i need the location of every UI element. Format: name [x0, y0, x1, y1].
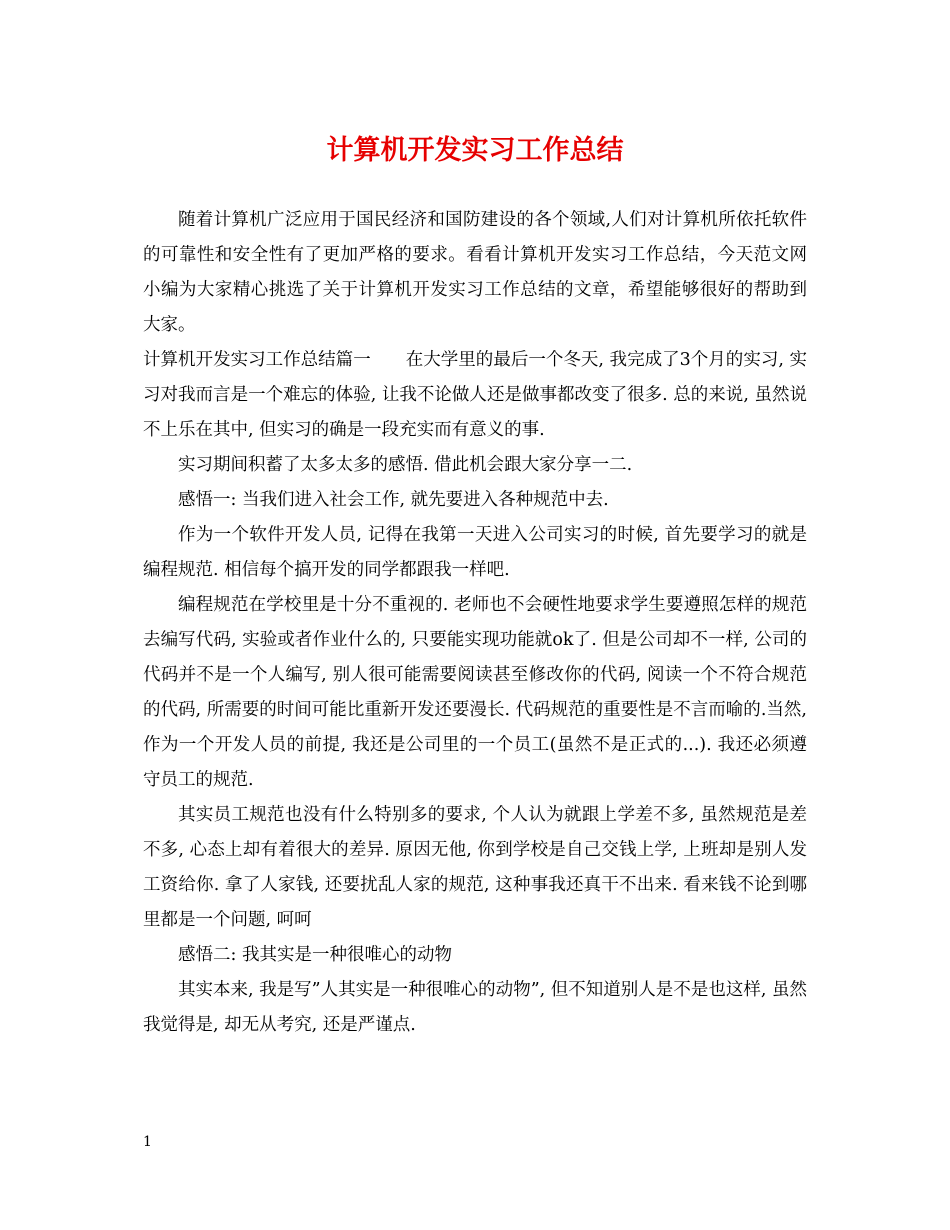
paragraph: 其实本来, 我是写”人其实是一种很唯心的动物”, 但不知道别人是不是也这样, 虽然我觉得是, 却无从考究, 还是严谨点. [143, 980, 807, 1035]
section-heading-insight-one: 感悟一: 当我们进入社会工作, 就先要进入各种规范中去. [178, 490, 609, 510]
document-body [143, 203, 807, 1043]
document-title: 计算机开发实习工作总结 [326, 135, 624, 166]
paragraph-intro: 随着计算机广泛应用于国民经济和国防建设的各个领域,人们对计算机所依托软件的可靠性和安全性有了更加严格的要求。看看计算机开发实习工作总结，今天范文网小编为大家精心挑选了关于计算机开发实习工作总结的文章，希望能够很好的帮助到大家。 [143, 210, 807, 335]
paragraph: 实习期间积蓄了太多太多的感悟. 借此机会跟大家分享一二. [178, 455, 633, 475]
paragraph: 编程规范在学校里是十分不重视的. 老师也不会硬性地要求学生要遵照怎样的规范去编写代码, 实验或者作业什么的, 只要能实现功能就ok了. 但是公司却不一样, 公司的代码并不是一个人编写, 别人很可能需要阅读甚至修改你的代码, 阅读一个不符合规范的代码, 所需要的时间可能比重新开发还要漫长. 代码规范的重要性是不言而喻的.当然, 作为一个开发人员的前提, 我还是公司里的一个员工(虽然不是正式的...). 我还必须遵守员工的规范. [143, 595, 807, 790]
paragraph: 作为一个软件开发人员, 记得在我第一天进入公司实习的时候, 首先要学习的就是编程规范. 相信每个搞开发的同学都跟我一样吧. [143, 525, 807, 580]
paragraph-part-one: 计算机开发实习工作总结篇一 在大学里的最后一个冬天, 我完成了3个月的实习, 实习对我而言是一个难忘的体验, 让我不论做人还是做事都改变了很多. 总的来说, 虽然说不上乐在其中, 但实习的确是一段充实而有意义的事. [143, 350, 807, 440]
page-number: 1 [143, 1134, 152, 1150]
paragraph: 其实员工规范也没有什么特别多的要求, 个人认为就跟上学差不多, 虽然规范是差不多, 心态上却有着很大的差异. 原因无他, 你到学校是自己交钱上学, 上班却是别人发工资给你. 拿了人家钱, 还要扰乱人家的规范, 这种事我还真干不出来. 看来钱不论到哪里都是一个问题, 呵呵 [143, 805, 807, 930]
section-heading-insight-two: 感悟二: 我其实是一种很唯心的动物 [178, 945, 452, 965]
